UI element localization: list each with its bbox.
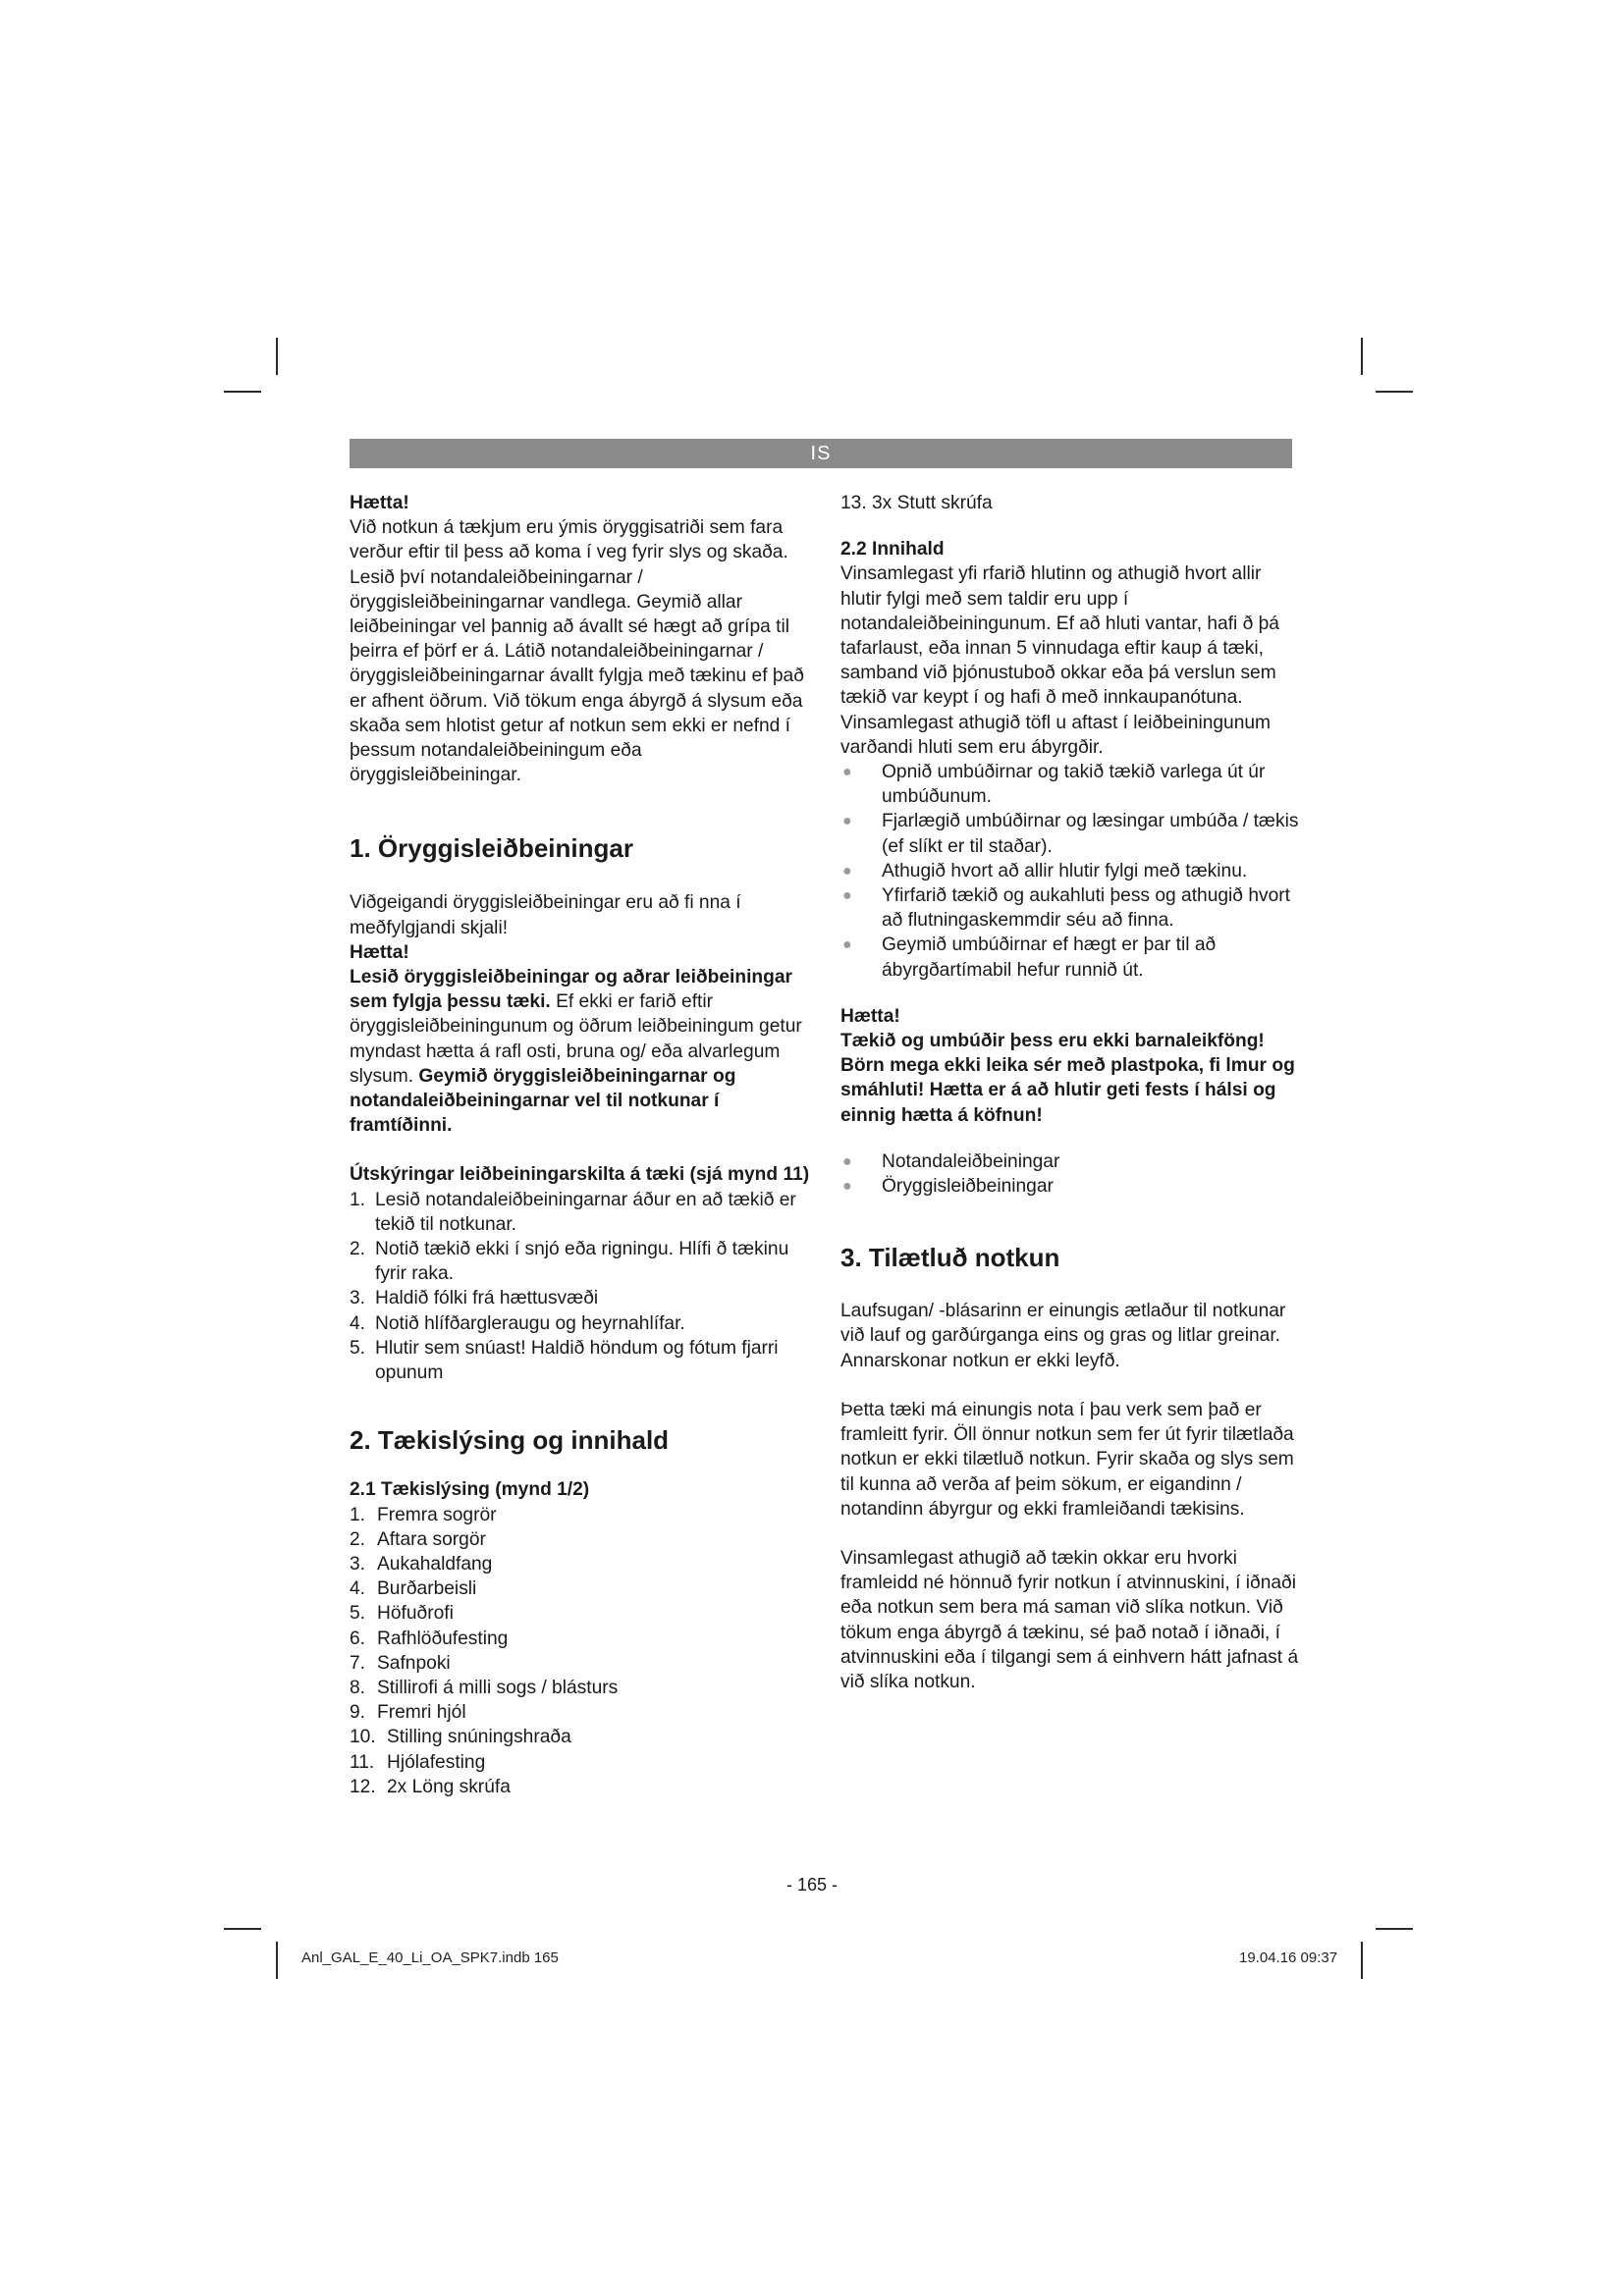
bullet-icon: ● bbox=[842, 1178, 852, 1196]
list-item: ● Notandaleiðbeiningar bbox=[840, 1149, 1302, 1174]
warning-2-title: Hætta! bbox=[840, 1005, 900, 1027]
crop-mark bbox=[1361, 338, 1363, 375]
list-item: 1. Fremra sogrör bbox=[350, 1504, 497, 1525]
bullet-icon: ● bbox=[842, 1152, 852, 1170]
section-1-text: Ef ekki er farið eftir öryggisleiðbeiningunum og öðrum leiðbeiningum getur myndast hætta á rafl osti, bruna og/ eða alvarlegum slysum. bbox=[350, 991, 802, 1087]
list-item: ● Athugið hvort að allir hlutir fylgi með tækinu. bbox=[840, 859, 1302, 883]
section-1-warning: Hætta! bbox=[350, 941, 409, 963]
list-item: ● Opnið umbúðirnar og takið tækið varlega út úr umbúðunum. bbox=[840, 760, 1302, 809]
section-1-title: 1. Öryggisleiðbeiningar bbox=[350, 833, 633, 864]
list-item: 2. Notið tækið ekki í snjó eða rigningu. Hlífi ð tækinu fyrir raka. bbox=[350, 1239, 789, 1285]
crop-mark bbox=[224, 391, 261, 393]
list-item: 5. Höfuðrofi bbox=[350, 1603, 454, 1625]
section-3-paragraph-3: Vinsamlegast athugið að tækin okkar eru hvorki framleidd né hönnuð fyrir notkun í atvinnuskini, í iðnaði eða notkun sem bera má saman við slíka notkun. Við tökum enga ábyrgð á tækinu, sé það notað í iðnaði, í atvinnuskini eða í tilgangi sem á einhvern hátt jafnast á við slíka notkun. bbox=[840, 1547, 1299, 1692]
crop-mark bbox=[1376, 1928, 1413, 1930]
list-item: 6. Rafhlöðufesting bbox=[350, 1628, 509, 1649]
bullet-icon: ● bbox=[842, 813, 852, 830]
unpack-list bbox=[840, 760, 1302, 983]
list-item: ● Öryggisleiðbeiningar bbox=[840, 1174, 1302, 1199]
list-item: 3. Aukahaldfang bbox=[350, 1553, 493, 1575]
section-3-title: 3. Tilætluð notkun bbox=[840, 1243, 1060, 1273]
crop-mark bbox=[1376, 391, 1413, 393]
right-column bbox=[840, 491, 1302, 1694]
list-item: ● Geymið umbúðirnar ef hægt er þar til að ábyrgðartímabil hefur runnið út. bbox=[840, 933, 1302, 982]
part-13: 13. 3x Stutt skrúfa bbox=[840, 493, 993, 513]
section-3-paragraph-1: Laufsugan/ -blásarinn er einungis ætlaður til notkunar við lauf og garðúrganga eins og gras og litlar greinar. Annarskonar notkun er ekki leyfð. bbox=[840, 1301, 1286, 1371]
page-number: - 165 - bbox=[785, 1875, 839, 1895]
section-2-2-title: 2.2 Innihald bbox=[840, 539, 945, 561]
list-item: 5. Hlutir sem snúast! Haldið höndum og fótum fjarri opunum bbox=[350, 1337, 779, 1384]
section-3-paragraph-2: Þetta tæki má einungis nota í þau verk sem það er framleitt fyrir. Öll önnur notkun sem fer út fyrir tilætlaða notkun er ekki tilætluð notkun. Fyrir skaða og slys sem til kunna að verða af þeim sökum, er eigandinn / notandinn ábyrgur og ekki framleiðandi tækisins. bbox=[840, 1399, 1294, 1520]
bullet-icon: ● bbox=[842, 862, 852, 880]
signs-title: Útskýringar leiðbeiningarskilta á tæki (sjá mynd 11) bbox=[350, 1164, 810, 1186]
section-2-2-body: Vinsamlegast yfi rfarið hlutinn og athugið hvort allir hlutir fylgi með sem taldir eru upp í notandaleiðbeiningunum. Ef að hluti vantar, hafi ð þá tafarlaust, eða innan 5 vinnudaga eftir kaup á tæki, samband við þjónustuboð okkar eða þá verslun sem tækið var keypt í og hafi ð með innkaupanótuna. Vinsamlegast athugið töfl u aftast í leiðbeiningunum varðandi hluti sem eru ábyrgðir. bbox=[840, 563, 1279, 758]
crop-mark bbox=[276, 1942, 278, 1979]
warning-body: Við notkun á tækjum eru ýmis öryggisatriði sem fara verður eftir til þess að koma í veg fyrir slys og skaða. Lesið því notandaleiðbeiningarnar / öryggisleiðbeiningarnar vandlega. Geymið allar leiðbeiningar vel þannig að ávallt sé hægt að grípa til þeirra ef þörf er á. Látið notandaleiðbeiningarnar / öryggisleiðbeiningarnar ávallt fylgja með tækinu ef það er afhent öðrum. Við tökum enga ábyrgð á slysum eða skaða sem hlotist getur af notkun sem ekki er nefnd í þessum notandaleiðbeiningum eða öryggisleiðbeiningar. bbox=[350, 517, 804, 786]
warning-2-body: Tækið og umbúðir þess eru ekki barnaleikföng! Börn mega ekki leika sér með plastpoka, fi lmur og smáhluti! Hætta er á að hlutir geti fests í hálsi og einnig hætta á köfnun! bbox=[840, 1031, 1295, 1126]
language-bar bbox=[350, 439, 1292, 468]
footer-filename: Anl_GAL_E_40_Li_OA_SPK7.indb 165 bbox=[301, 1949, 559, 1966]
warning-title: Hætta! bbox=[350, 493, 409, 513]
list-item: 2. Aftara sorgör bbox=[350, 1528, 486, 1550]
bullet-icon: ● bbox=[842, 936, 852, 954]
list-item: 4. Notið hlífðargleraugu og heyrnahlífar. bbox=[350, 1312, 685, 1334]
footer-date: 19.04.16 09:37 bbox=[1239, 1949, 1338, 1966]
documents-list bbox=[840, 1149, 1302, 1199]
list-item: 3. Haldið fólki frá hættusvæði bbox=[350, 1288, 599, 1309]
list-item: 7. Safnpoki bbox=[350, 1652, 451, 1674]
list-item: 12. 2x Löng skrúfa bbox=[350, 1776, 511, 1797]
section-1-intro: Viðgeigandi öryggisleiðbeiningar eru að fi nna í meðfylgjandi skjali! bbox=[350, 892, 741, 938]
list-item: 10. Stilling snúningshraða bbox=[350, 1727, 571, 1748]
list-item: 1. Lesið notandaleiðbeiningarnar áður en að tækið er tekið til notkunar. bbox=[350, 1189, 796, 1235]
bullet-icon: ● bbox=[842, 764, 852, 781]
crop-mark bbox=[276, 338, 278, 375]
list-item: ● Yfirfarið tækið og aukahluti þess og athugið hvort að flutningaskemmdir séu að finna. bbox=[840, 883, 1302, 933]
list-item: 4. Burðarbeisli bbox=[350, 1578, 477, 1600]
left-column bbox=[350, 491, 811, 1799]
section-1-bold-2: Geymið öryggisleiðbeiningarnar og notandaleiðbeiningarnar vel til notkunar í framtíðinni. bbox=[350, 1065, 736, 1137]
crop-mark bbox=[224, 1928, 261, 1930]
list-item: 8. Stillirofi á milli sogs / blásturs bbox=[350, 1677, 619, 1698]
parts-list bbox=[350, 1503, 811, 1799]
list-item: 11. Hjólafesting bbox=[350, 1751, 486, 1773]
bullet-icon: ● bbox=[842, 887, 852, 905]
list-item: ● Fjarlægið umbúðirnar og læsingar umbúða / tækis (ef slíkt er til staðar). bbox=[840, 809, 1302, 858]
signs-list bbox=[350, 1188, 811, 1386]
section-1-paragraph bbox=[350, 965, 811, 1138]
crop-mark bbox=[1361, 1942, 1363, 1979]
section-2-title: 2. Tækislýsing og innihald bbox=[350, 1425, 670, 1456]
language-code: IS bbox=[810, 442, 832, 464]
section-2-1-title: 2.1 Tækislýsing (mynd 1/2) bbox=[350, 1479, 590, 1501]
section-1-bold-1: Lesið öryggisleiðbeiningar og aðrar leiðbeiningar sem fylgja þessu tæki. bbox=[350, 967, 792, 1013]
list-item: 9. Fremri hjól bbox=[350, 1702, 466, 1724]
